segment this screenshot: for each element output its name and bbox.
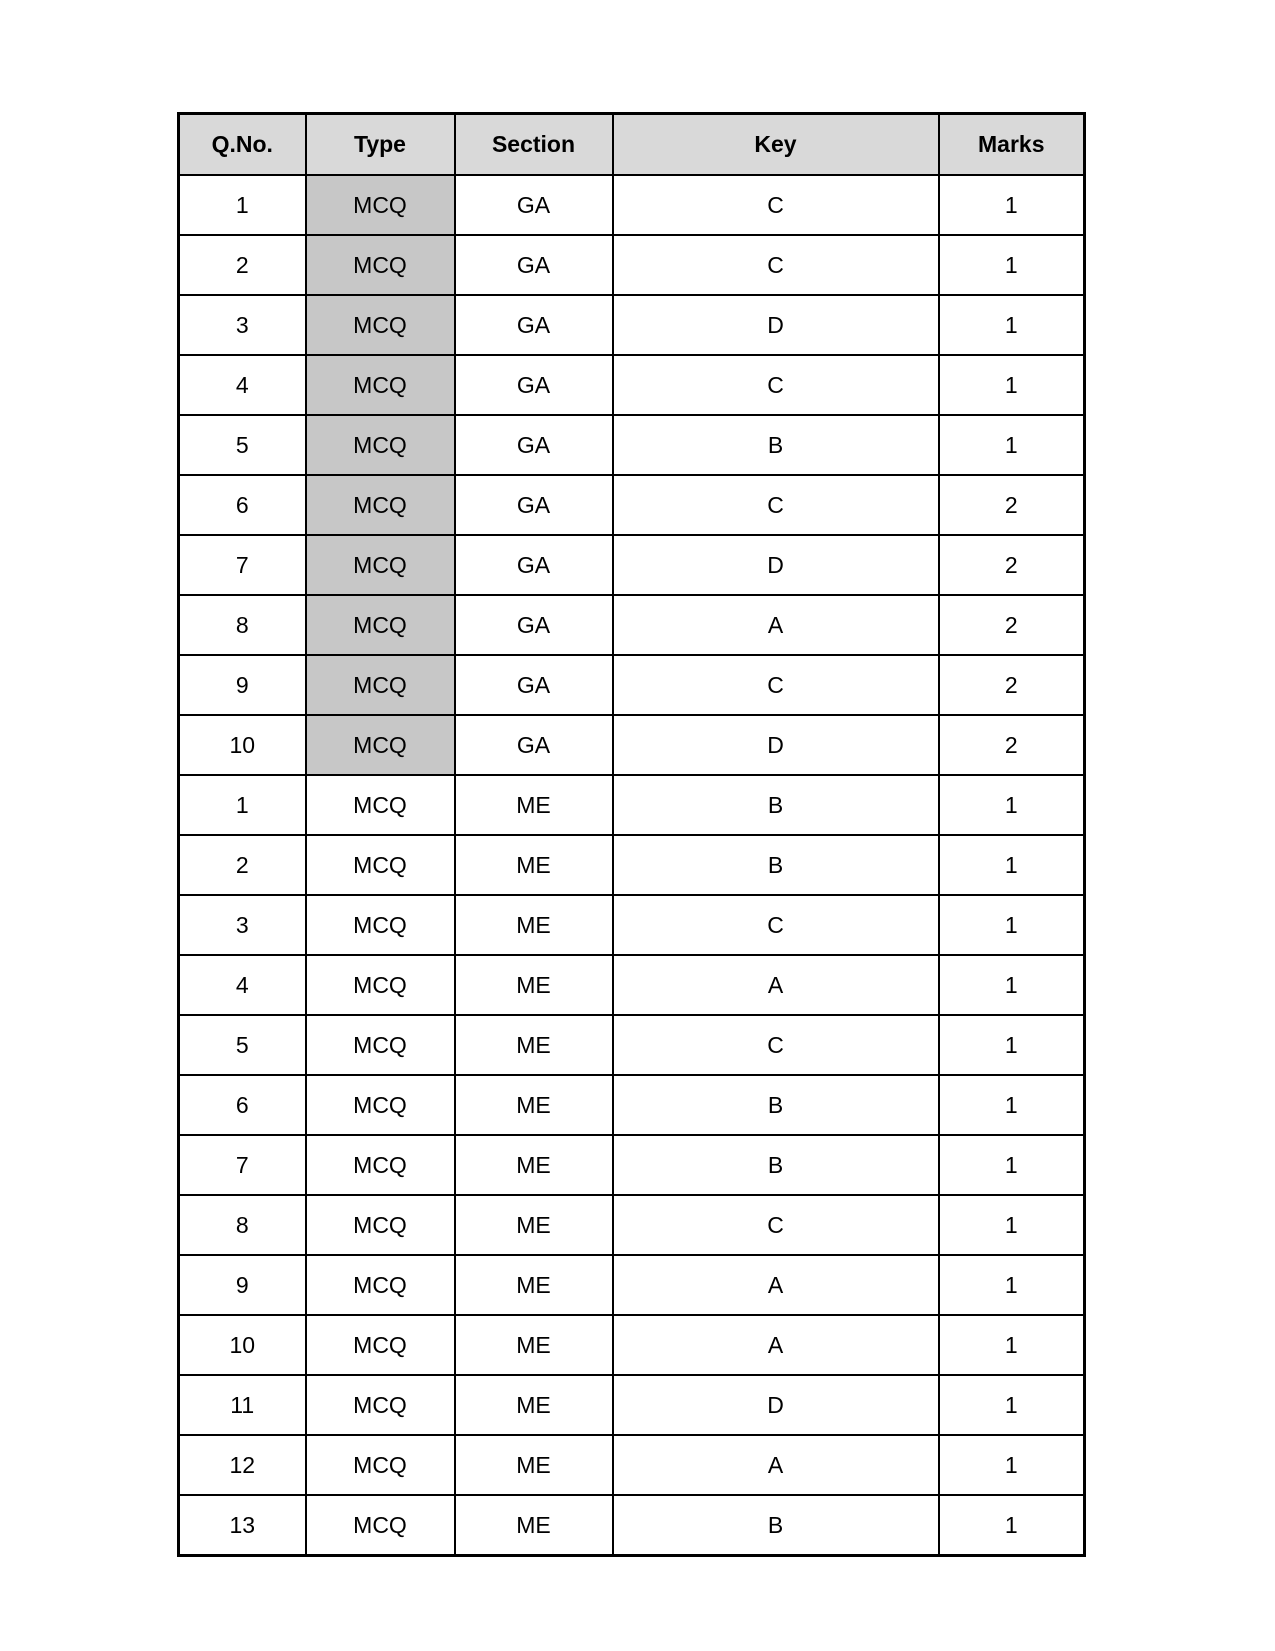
table-row <box>179 1075 1085 1135</box>
key-cell: A <box>613 1315 939 1375</box>
type-cell: MCQ <box>306 715 455 775</box>
table-row <box>179 175 1085 235</box>
qno-cell: 2 <box>179 235 306 295</box>
table-row <box>179 1495 1085 1556</box>
marks-cell: 1 <box>939 295 1085 355</box>
marks-cell: 1 <box>939 1255 1085 1315</box>
key-cell: B <box>613 1135 939 1195</box>
qno-cell: 10 <box>179 715 306 775</box>
marks-cell: 1 <box>939 1435 1085 1495</box>
qno-cell: 9 <box>179 655 306 715</box>
key-cell: A <box>613 1255 939 1315</box>
type-cell: MCQ <box>306 475 455 535</box>
marks-cell: 1 <box>939 415 1085 475</box>
section-cell: GA <box>455 475 613 535</box>
type-cell: MCQ <box>306 1135 455 1195</box>
key-cell: A <box>613 1435 939 1495</box>
type-cell: MCQ <box>306 1255 455 1315</box>
type-cell: MCQ <box>306 1315 455 1375</box>
qno-cell: 3 <box>179 895 306 955</box>
qno-cell: 3 <box>179 295 306 355</box>
qno-cell: 12 <box>179 1435 306 1495</box>
table-row <box>179 955 1085 1015</box>
qno-cell: 6 <box>179 475 306 535</box>
qno-cell: 4 <box>179 355 306 415</box>
table-row <box>179 1015 1085 1075</box>
key-cell: C <box>613 655 939 715</box>
qno-cell: 1 <box>179 775 306 835</box>
marks-cell: 1 <box>939 1015 1085 1075</box>
marks-cell: 1 <box>939 1315 1085 1375</box>
marks-cell: 2 <box>939 655 1085 715</box>
qno-cell: 10 <box>179 1315 306 1375</box>
header-qno: Q.No. <box>179 114 306 176</box>
qno-cell: 5 <box>179 415 306 475</box>
marks-cell: 1 <box>939 1495 1085 1556</box>
marks-cell: 1 <box>939 895 1085 955</box>
key-cell: C <box>613 475 939 535</box>
type-cell: MCQ <box>306 355 455 415</box>
type-cell: MCQ <box>306 1435 455 1495</box>
marks-cell: 1 <box>939 1195 1085 1255</box>
marks-cell: 1 <box>939 235 1085 295</box>
type-cell: MCQ <box>306 1015 455 1075</box>
marks-cell: 1 <box>939 1135 1085 1195</box>
table-row <box>179 1435 1085 1495</box>
table-row <box>179 655 1085 715</box>
table-header-row <box>179 114 1085 176</box>
section-cell: ME <box>455 1015 613 1075</box>
section-cell: GA <box>455 595 613 655</box>
section-cell: ME <box>455 1495 613 1556</box>
section-cell: ME <box>455 1075 613 1135</box>
section-cell: GA <box>455 535 613 595</box>
marks-cell: 1 <box>939 775 1085 835</box>
key-cell: C <box>613 235 939 295</box>
key-cell: D <box>613 535 939 595</box>
type-cell: MCQ <box>306 1495 455 1556</box>
table-row <box>179 1195 1085 1255</box>
type-cell: MCQ <box>306 595 455 655</box>
section-cell: ME <box>455 1195 613 1255</box>
section-cell: GA <box>455 415 613 475</box>
marks-cell: 1 <box>939 175 1085 235</box>
key-cell: C <box>613 1195 939 1255</box>
table-row <box>179 535 1085 595</box>
qno-cell: 8 <box>179 595 306 655</box>
table-row <box>179 1315 1085 1375</box>
section-cell: ME <box>455 835 613 895</box>
section-cell: GA <box>455 715 613 775</box>
marks-cell: 1 <box>939 1375 1085 1435</box>
key-cell: D <box>613 295 939 355</box>
section-cell: ME <box>455 895 613 955</box>
key-cell: B <box>613 775 939 835</box>
section-cell: ME <box>455 1315 613 1375</box>
section-cell: ME <box>455 1435 613 1495</box>
type-cell: MCQ <box>306 1075 455 1135</box>
section-cell: GA <box>455 355 613 415</box>
key-cell: A <box>613 955 939 1015</box>
header-key: Key <box>613 114 939 176</box>
table-row <box>179 1135 1085 1195</box>
qno-cell: 5 <box>179 1015 306 1075</box>
type-cell: MCQ <box>306 775 455 835</box>
qno-cell: 11 <box>179 1375 306 1435</box>
key-cell: A <box>613 595 939 655</box>
section-cell: ME <box>455 1135 613 1195</box>
marks-cell: 1 <box>939 355 1085 415</box>
table-row <box>179 835 1085 895</box>
type-cell: MCQ <box>306 415 455 475</box>
table-row <box>179 355 1085 415</box>
section-cell: GA <box>455 235 613 295</box>
key-cell: C <box>613 895 939 955</box>
type-cell: MCQ <box>306 955 455 1015</box>
table-row <box>179 895 1085 955</box>
header-section: Section <box>455 114 613 176</box>
table-row <box>179 715 1085 775</box>
header-marks: Marks <box>939 114 1085 176</box>
qno-cell: 6 <box>179 1075 306 1135</box>
qno-cell: 1 <box>179 175 306 235</box>
table-row <box>179 235 1085 295</box>
marks-cell: 2 <box>939 535 1085 595</box>
qno-cell: 2 <box>179 835 306 895</box>
key-cell: B <box>613 835 939 895</box>
key-cell: D <box>613 715 939 775</box>
qno-cell: 4 <box>179 955 306 1015</box>
header-type: Type <box>306 114 455 176</box>
marks-cell: 2 <box>939 475 1085 535</box>
table-row <box>179 595 1085 655</box>
type-cell: MCQ <box>306 835 455 895</box>
table-row <box>179 1255 1085 1315</box>
type-cell: MCQ <box>306 1375 455 1435</box>
type-cell: MCQ <box>306 1195 455 1255</box>
key-cell: C <box>613 1015 939 1075</box>
type-cell: MCQ <box>306 535 455 595</box>
key-cell: B <box>613 415 939 475</box>
marks-cell: 1 <box>939 1075 1085 1135</box>
key-cell: C <box>613 175 939 235</box>
marks-cell: 1 <box>939 955 1085 1015</box>
answer-key-table <box>177 112 1086 1557</box>
key-cell: D <box>613 1375 939 1435</box>
qno-cell: 9 <box>179 1255 306 1315</box>
qno-cell: 8 <box>179 1195 306 1255</box>
section-cell: GA <box>455 655 613 715</box>
type-cell: MCQ <box>306 895 455 955</box>
key-cell: B <box>613 1495 939 1556</box>
section-cell: ME <box>455 1255 613 1315</box>
key-cell: C <box>613 355 939 415</box>
table-row <box>179 1375 1085 1435</box>
qno-cell: 13 <box>179 1495 306 1556</box>
type-cell: MCQ <box>306 175 455 235</box>
table-row <box>179 475 1085 535</box>
section-cell: ME <box>455 775 613 835</box>
table-row <box>179 295 1085 355</box>
section-cell: ME <box>455 1375 613 1435</box>
type-cell: MCQ <box>306 235 455 295</box>
qno-cell: 7 <box>179 1135 306 1195</box>
section-cell: ME <box>455 955 613 1015</box>
table-row <box>179 775 1085 835</box>
section-cell: GA <box>455 295 613 355</box>
marks-cell: 2 <box>939 715 1085 775</box>
qno-cell: 7 <box>179 535 306 595</box>
type-cell: MCQ <box>306 655 455 715</box>
type-cell: MCQ <box>306 295 455 355</box>
marks-cell: 2 <box>939 595 1085 655</box>
marks-cell: 1 <box>939 835 1085 895</box>
table-row <box>179 415 1085 475</box>
key-cell: B <box>613 1075 939 1135</box>
section-cell: GA <box>455 175 613 235</box>
table-body <box>179 175 1085 1556</box>
